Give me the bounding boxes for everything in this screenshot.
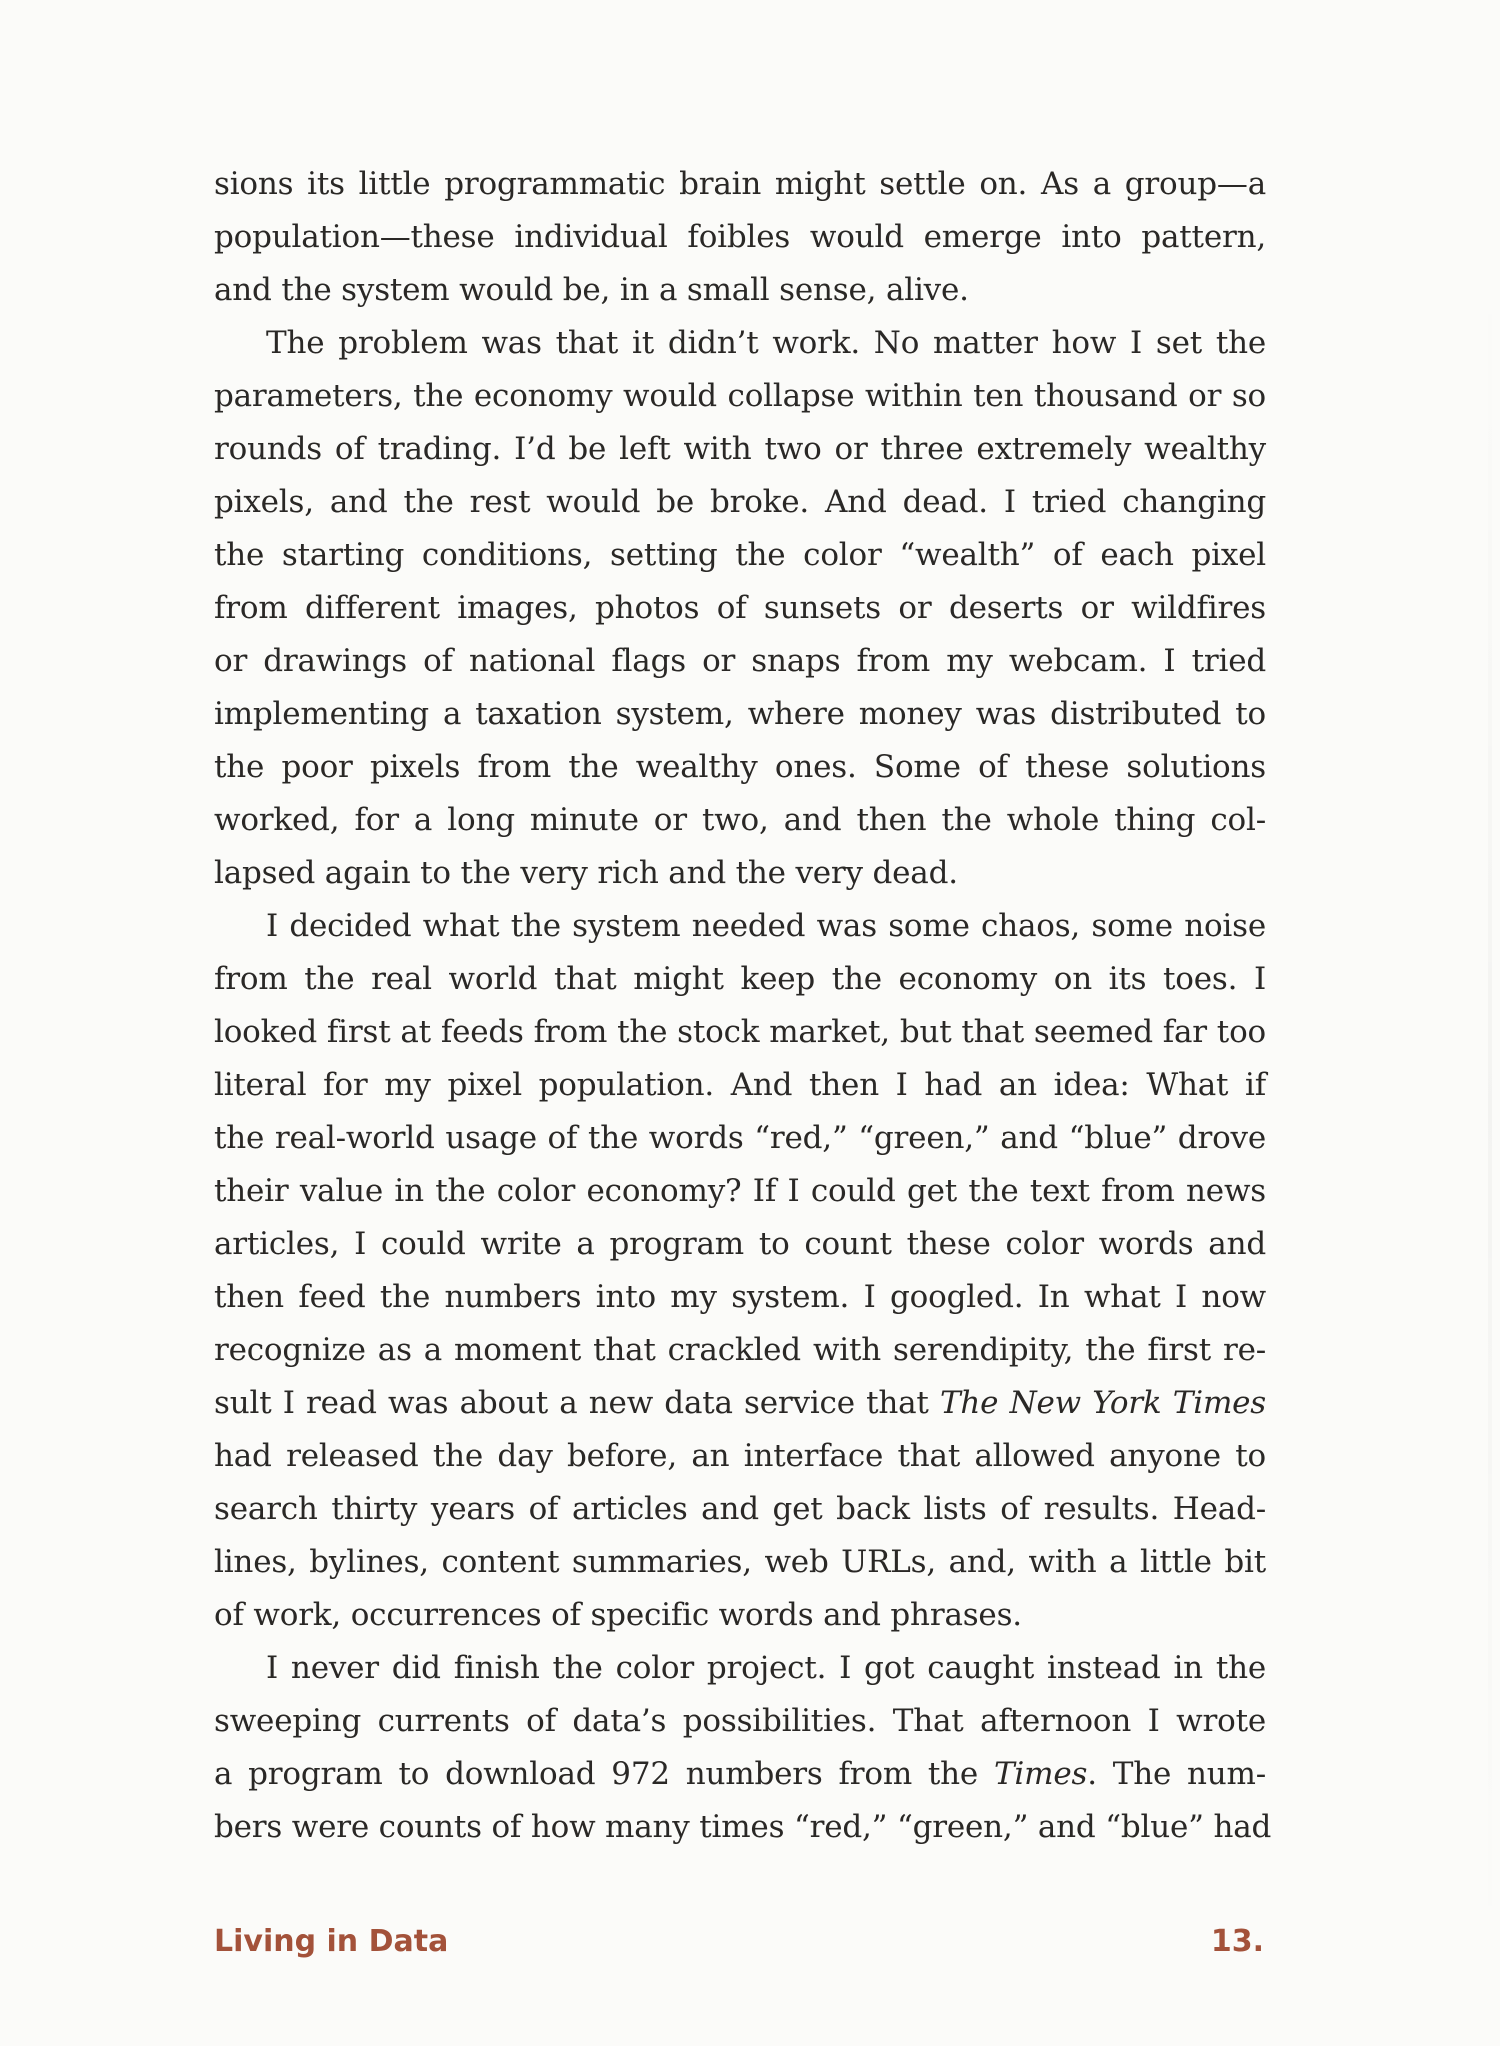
- text-line: sions its little programmatic brain might settle on. As a group—a: [214, 166, 1266, 202]
- text-line: bers were counts of how many times “red,” “green,” and “blue” had: [214, 1809, 1272, 1845]
- paragraph: [214, 158, 1266, 317]
- text-line: rounds of trading. I’d be left with two or three extremely wealthy: [214, 431, 1266, 467]
- paragraph: [214, 900, 1266, 1642]
- text-line: I decided what the system needed was some chaos, some noise: [266, 908, 1266, 944]
- text-line: sweeping currents of data’s possibilities. That afternoon I wrote: [214, 1703, 1266, 1739]
- text-line: recognize as a moment that crackled with serendipity, the first re-: [214, 1332, 1266, 1368]
- text-line: worked, for a long minute or two, and then the whole thing col-: [214, 802, 1266, 838]
- italic-title: Times: [993, 1756, 1088, 1792]
- text-line: search thirty years of articles and get back lists of results. Head-: [214, 1491, 1266, 1527]
- body-text: [214, 158, 1272, 1854]
- text-line: lines, bylines, content summaries, web URLs, and, with a little bit: [214, 1544, 1266, 1580]
- italic-title: The New York Times: [939, 1385, 1267, 1421]
- text-line: parameters, the economy would collapse within ten thousand or so: [214, 378, 1266, 414]
- text-line: a program to download 972 numbers from the Times. The num-: [214, 1756, 1266, 1792]
- text-line: from different images, photos of sunsets or deserts or wildfires: [214, 590, 1266, 626]
- paragraph: [214, 317, 1266, 900]
- text-line: from the real world that might keep the economy on its toes. I: [214, 961, 1266, 997]
- running-footer-title: Living in Data: [214, 1924, 449, 1959]
- text-line: or drawings of national flags or snaps from my webcam. I tried: [214, 643, 1266, 679]
- text-line: the starting conditions, setting the color “wealth” of each pixel: [214, 537, 1266, 573]
- text-line: had released the day before, an interface that allowed anyone to: [214, 1438, 1266, 1474]
- text-line: I never did finish the color project. I got caught instead in the: [266, 1650, 1266, 1686]
- text-line: then feed the numbers into my system. I googled. In what I now: [214, 1279, 1266, 1315]
- text-line: and the system would be, in a small sense, alive.: [214, 272, 969, 308]
- text-line: sult I read was about a new data service that The New York Times: [214, 1385, 1267, 1421]
- paragraph: [214, 1642, 1272, 1854]
- text-line: the real-world usage of the words “red,” “green,” and “blue” drove: [214, 1120, 1266, 1156]
- text-line: literal for my pixel population. And then I had an idea: What if: [214, 1067, 1266, 1103]
- scan-shadow: [1488, 260, 1492, 1960]
- text-line: lapsed again to the very rich and the very dead.: [214, 855, 958, 891]
- text-line: articles, I could write a program to count these color words and: [214, 1226, 1266, 1262]
- text-line: implementing a taxation system, where money was distributed to: [214, 696, 1266, 732]
- text-line: pixels, and the rest would be broke. And dead. I tried changing: [214, 484, 1266, 520]
- text-line: their value in the color economy? If I could get the text from news: [214, 1173, 1266, 1209]
- text-line: The problem was that it didn’t work. No matter how I set the: [266, 325, 1266, 361]
- text-line: of work, occurrences of specific words and phrases.: [214, 1597, 1022, 1633]
- text-line: population—these individual foibles would emerge into pattern,: [214, 219, 1266, 255]
- text-line: the poor pixels from the wealthy ones. Some of these solutions: [214, 749, 1266, 785]
- page-number: 13.: [1210, 1924, 1264, 1959]
- text-line: looked first at feeds from the stock market, but that seemed far too: [214, 1014, 1266, 1050]
